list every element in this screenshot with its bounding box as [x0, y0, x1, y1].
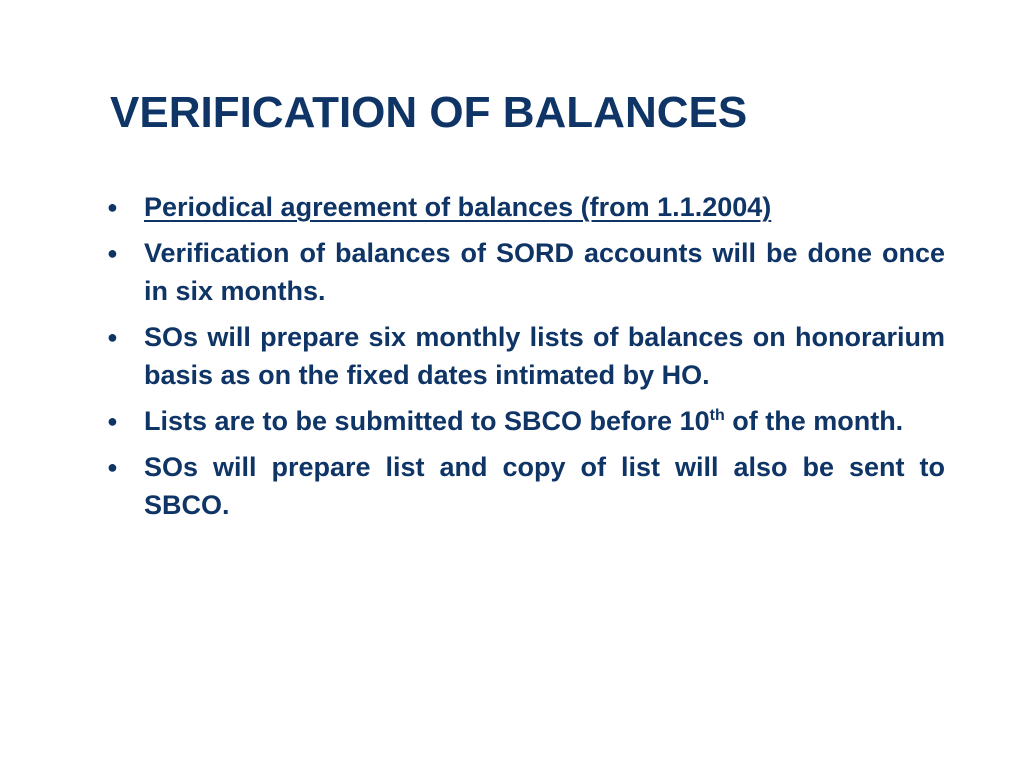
bullet-item-six-monthly-lists	[105, 318, 945, 394]
bullet-item-copy-to-sbco	[105, 448, 945, 524]
bullet-text: SOs will prepare list and copy of list will also be sent to SBCO.	[144, 452, 945, 520]
bullet-text: Periodical agreement of balances (from 1.1.2004)	[144, 192, 772, 222]
bullet-item-verification-frequency	[105, 234, 945, 310]
slide-title: VERIFICATION OF BALANCES	[110, 88, 748, 137]
bullet-dot-icon: ●	[107, 411, 118, 431]
bullet-item-submission-deadline	[105, 402, 945, 440]
bullet-list	[105, 188, 945, 532]
bullet-dot-icon: ●	[107, 197, 118, 217]
bullet-text: SOs will prepare six monthly lists of balances on honorarium basis as on the fixed dates intimated by HO.	[144, 322, 945, 390]
bullet-text-after: of the month.	[724, 406, 904, 436]
bullet-dot-icon: ●	[107, 457, 118, 477]
bullet-dot-icon: ●	[107, 327, 118, 347]
bullet-item-periodical-agreement	[105, 188, 945, 226]
bullet-text-before: Lists are to be submitted to SBCO before 10	[144, 406, 710, 436]
bullet-superscript: th	[709, 407, 725, 424]
bullet-dot-icon: ●	[107, 243, 118, 263]
bullet-text: Verification of balances of SORD accounts will be done once in six months.	[144, 238, 945, 306]
